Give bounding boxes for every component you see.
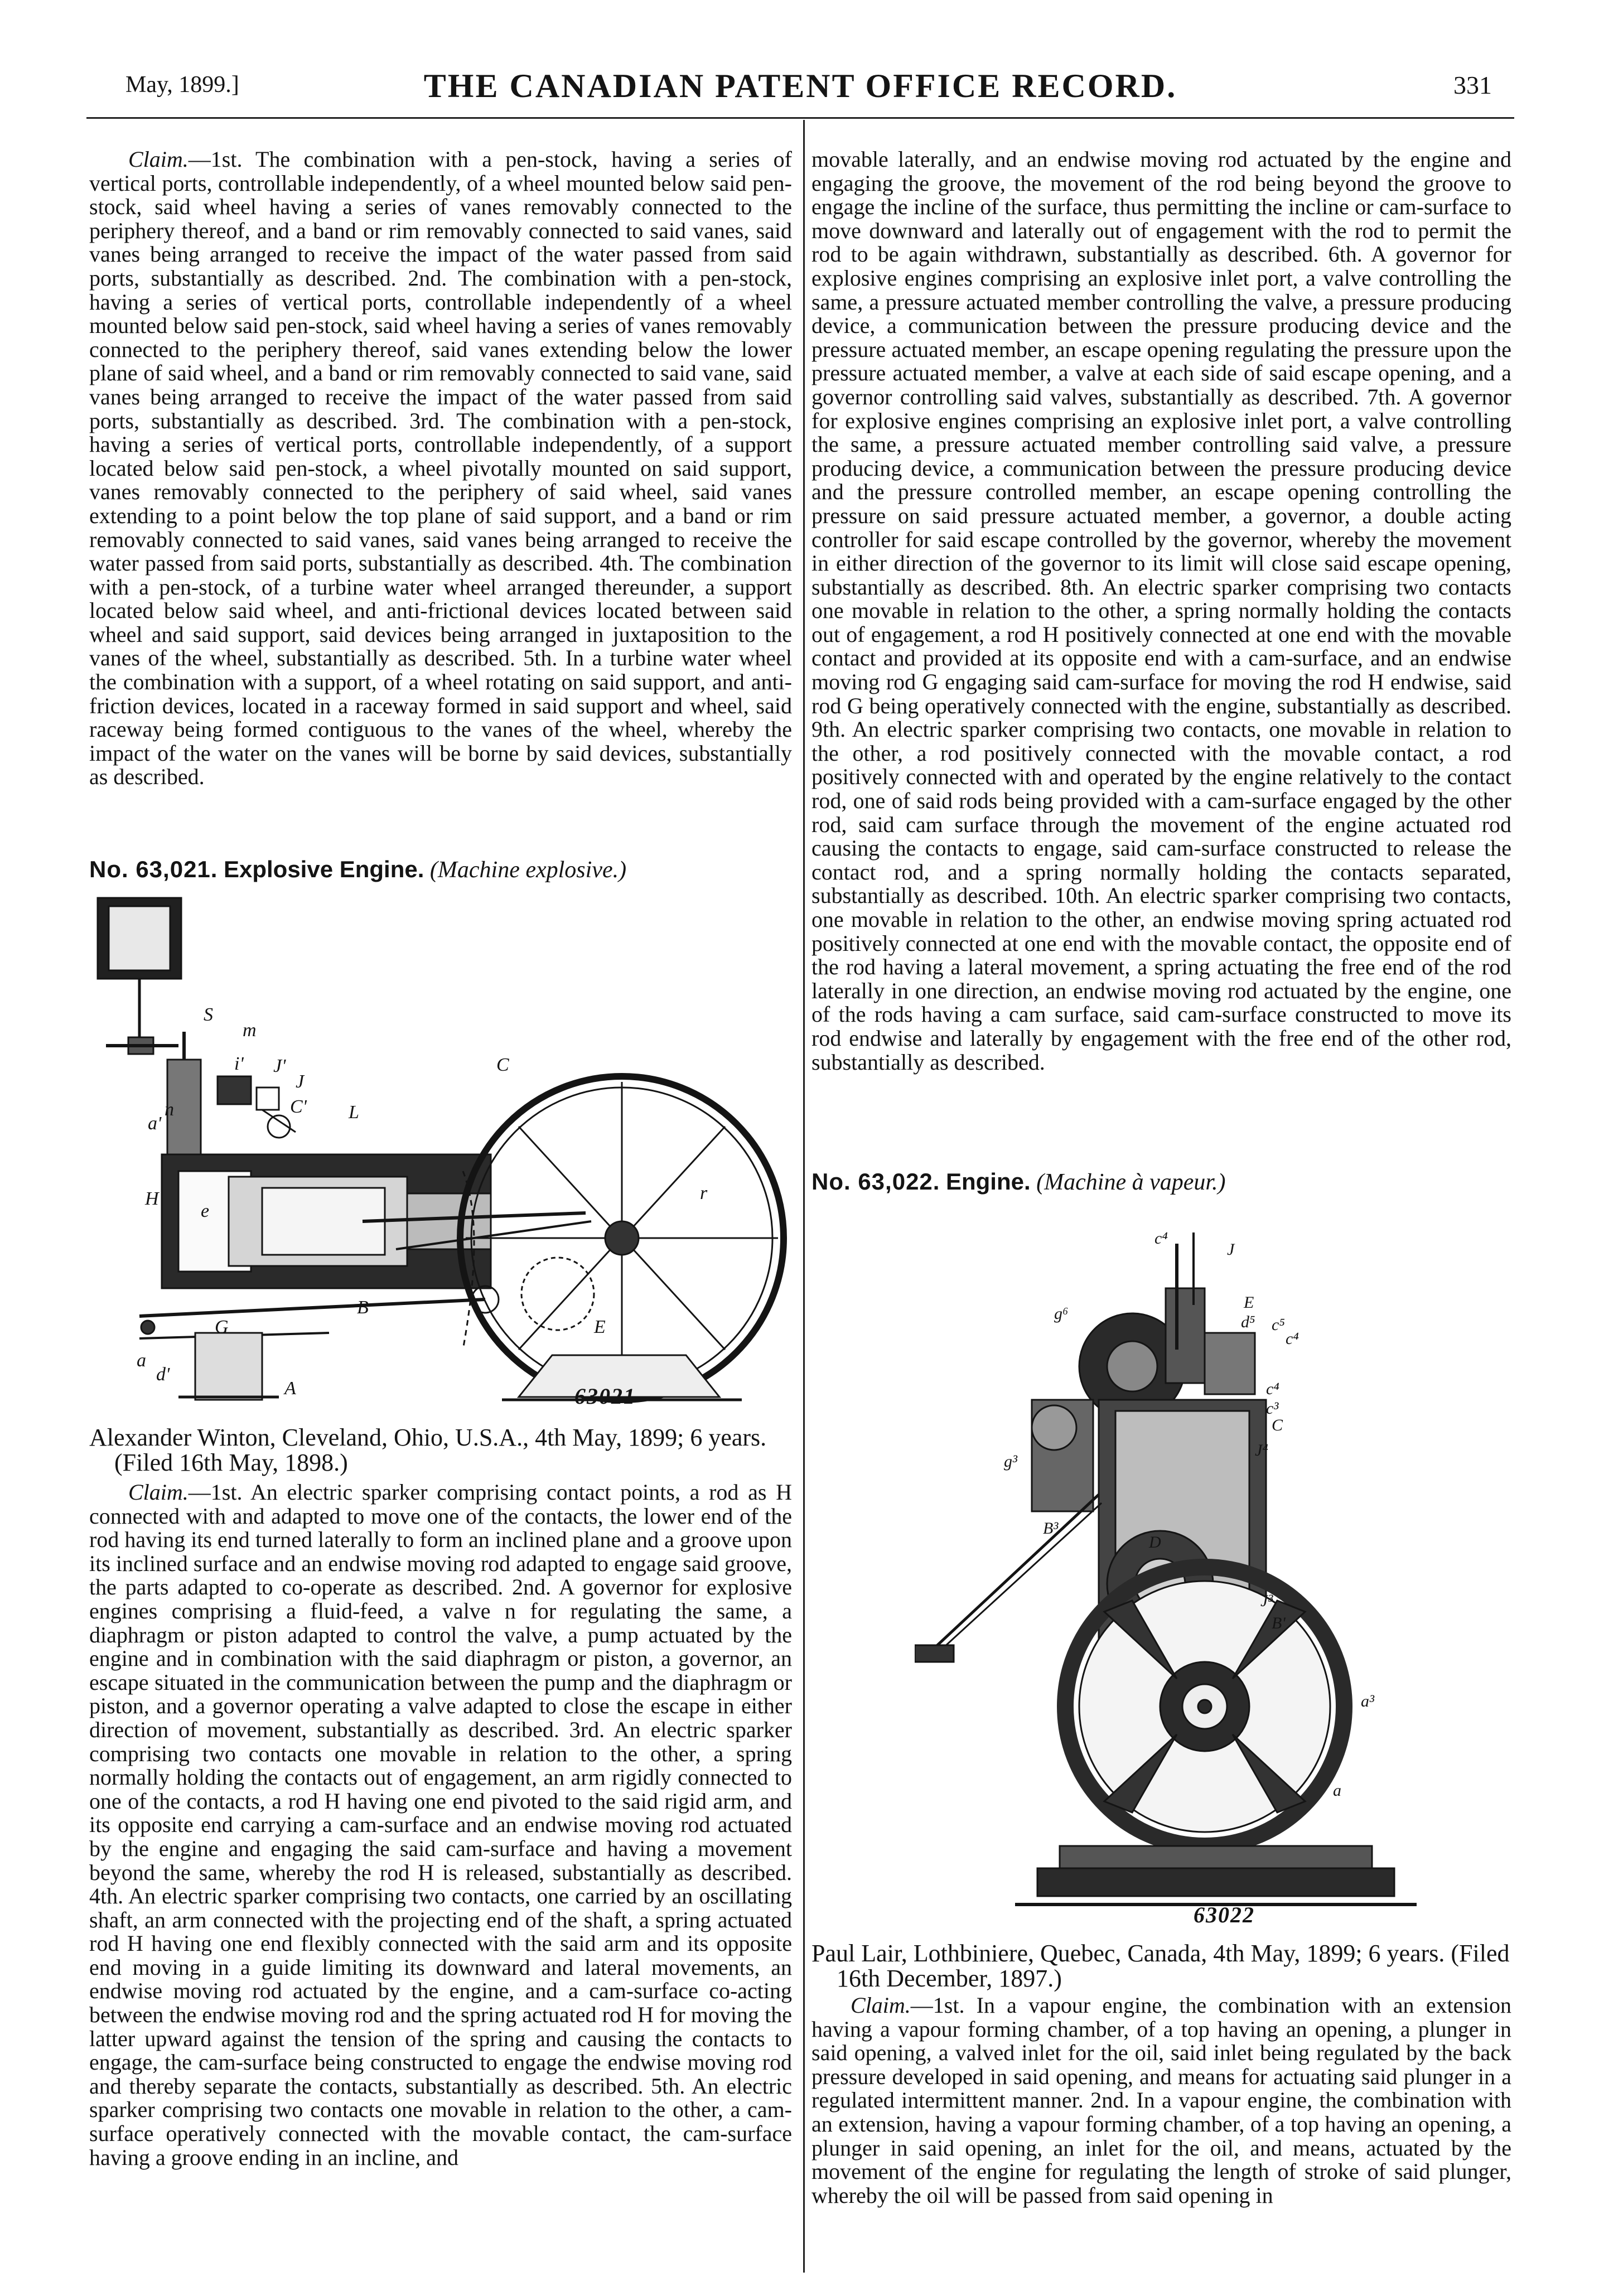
svg-text:B³: B³ — [1043, 1519, 1059, 1538]
patent-title-french: (Machine à vapeur.) — [1036, 1169, 1226, 1195]
figure-explosive-engine — [95, 892, 792, 1409]
claim-lead: Claim. — [851, 1993, 911, 2018]
svg-text:n: n — [165, 1099, 174, 1120]
claim-lead: Claim. — [128, 1480, 189, 1505]
svg-text:J⁴: J⁴ — [1255, 1441, 1268, 1459]
column-divider — [803, 120, 805, 2273]
svg-text:e: e — [201, 1201, 210, 1221]
patent-63022-heading — [811, 1168, 1511, 1196]
figure-number: 63022 — [1194, 1902, 1255, 1927]
svg-text:J³: J³ — [1260, 1592, 1273, 1610]
svg-text:H: H — [145, 1188, 159, 1209]
page-header — [86, 60, 1514, 105]
patent-63021-heading — [89, 856, 792, 883]
svg-text:E: E — [1244, 1293, 1254, 1312]
svg-text:c⁴: c⁴ — [1266, 1380, 1279, 1398]
header-date: May, 1899.] — [125, 72, 239, 98]
svg-text:L: L — [349, 1102, 359, 1123]
patent-title: Engine. — [945, 1168, 1031, 1195]
explosive-engine-drawing — [95, 892, 792, 1405]
svg-text:B': B' — [1272, 1614, 1286, 1632]
inventor-line: Paul Lair, Lothbiniere, Quebec, Canada, 4th May, 1899; 6 years. (Filed 16th December, 1897.) — [811, 1940, 1510, 1992]
inventor-line: Alexander Winton, Cleveland, Ohio, U.S.A., 4th May, 1899; 6 years. (Filed 16th May, 1898.) — [89, 1424, 767, 1476]
svg-text:a: a — [1333, 1781, 1341, 1800]
svg-text:d⁵: d⁵ — [1241, 1313, 1255, 1331]
svg-text:a: a — [137, 1350, 146, 1371]
left-claims-continued — [89, 148, 792, 789]
figure-number: 63021 — [574, 1384, 636, 1409]
patent-63021-claims — [89, 1481, 792, 2169]
patent-63021-inventor — [89, 1425, 792, 1475]
patent-number: No. 63,022. — [811, 1168, 940, 1195]
figure-engine — [915, 1221, 1417, 1927]
svg-text:g³: g³ — [1004, 1452, 1017, 1471]
patent-63022-claims — [811, 1994, 1511, 2207]
svg-text:G: G — [215, 1317, 229, 1337]
svg-text:a': a' — [148, 1113, 162, 1134]
svg-text:d': d' — [156, 1364, 170, 1385]
svg-text:E: E — [594, 1317, 606, 1337]
patent-number: No. 63,021. — [89, 856, 218, 882]
svg-text:C: C — [496, 1055, 509, 1075]
svg-text:g⁶: g⁶ — [1054, 1304, 1069, 1323]
svg-text:r: r — [700, 1183, 708, 1203]
journal-title: THE CANADIAN PATENT OFFICE RECORD. — [423, 67, 1177, 104]
claims-text: —1st. An electric sparker comprising contact points, a rod as H connected with and adapted to move one of the contacts, the lower end of the rod having its end turned laterally to form an inclined plane and a groove upon its inclined surface and an endwise moving rod adapted to engage said groove, the parts adapted to co-operate as described. 2nd. A governor for explosive engines comprising a fluid-feed, a valve n for regulating the same, a diaphragm or piston adapted to control the valve, a pump actuated by the engine and in combination with the said diaphragm or piston, a governor, an escape situated in the communication between the pump and the diaphragm or piston, and a governor operating a valve adapted to close the escape in either direction of movement, substantially as described. 3rd. An electric sparker comprising two contacts one movable in relation to the other, a spring normally holding the contacts out of engagement, an arm rigidly connected to one of the contacts, a rod H having one end pivoted to the said rigid arm, and its opposite end carrying a cam-surface and an endwise moving rod actuated by the engine and engaging the said cam-surface and having a movement beyond the same, whereby the rod H is released, substantially as described. 4th. An electric sparker comprising two contacts, one carried by an oscillating shaft, an arm connected with the projecting end of the shaft, a spring actuated rod H having one end flexibly connected with the said arm and its opposite end moving in a guide limiting its downward and lateral movements, an endwise moving rod actuated by the engine, and a cam-surface co-acting between the endwise moving rod and the spring actuated rod H for moving the latter upward against the tension of the spring and causing the contacts to engage, the cam-surface being constructed to engage the endwise moving rod and thereby separate the contacts, substantially as described. 5th. An electric sparker comprising two contacts one movable in relation to the other, a cam-surface operatively connected with the movable contact, the cam-surface having a groove ending in an incline, and — [89, 1480, 792, 2170]
claims-text: —1st. In a vapour engine, the combination with an extension having a vapour forming chamber, of a top having an opening, a plunger in said opening, a valved inlet for the oil, said inlet being regulated by the back pressure developed in said opening, and means for actuating said plunger in a regulated intermittent manner. 2nd. In a vapour engine, the combination with an extension, having a vapour forming chamber, of a top having an opening, a plunger in said opening, an inlet for the oil, and means, actuated by the movement of the engine for regulating the length of stroke of said plunger, whereby the oil will be passed from said opening in — [811, 1993, 1511, 2208]
svg-text:c⁵: c⁵ — [1272, 1316, 1285, 1334]
svg-text:J': J' — [273, 1056, 286, 1076]
svg-text:c⁴: c⁴ — [1286, 1330, 1299, 1348]
patent-title: Explosive Engine. — [223, 856, 424, 882]
svg-text:A: A — [284, 1378, 296, 1399]
patent-title-french: (Machine explosive.) — [429, 857, 627, 883]
page-number: 331 — [1453, 71, 1492, 99]
claim-lead: Claim. — [128, 147, 189, 172]
svg-text:B: B — [357, 1297, 369, 1318]
svg-text:c⁴: c⁴ — [1154, 1229, 1168, 1248]
svg-text:m: m — [243, 1020, 257, 1041]
right-claims-continued — [811, 148, 1511, 1074]
header-rule — [86, 117, 1514, 119]
svg-text:c³: c³ — [1266, 1399, 1279, 1418]
svg-text:J: J — [296, 1071, 305, 1092]
engine-drawing — [915, 1221, 1417, 1913]
svg-text:S: S — [204, 1004, 213, 1025]
svg-text:C: C — [1272, 1416, 1283, 1434]
svg-text:C': C' — [290, 1096, 307, 1117]
claims-text: movable laterally, and an endwise moving rod actuated by the engine and engaging the groove, the movement of the rod being beyond the groove to engage the incline of the surface, thus permitting the incline or cam-surface to move downward and laterally out of engagement with the rod to permit the rod to be again withdrawn, substantially as described. 6th. A governor for explosive engines comprising an explosive inlet port, a valve controlling the same, a pressure actuated member controlling the valve, a pressure producing device, a communication between the pressure producing device and the pressure actuated member, an escape opening regulating the pressure upon the pressure actuated member, a valve at each side of said escape opening, and a governor controlling said valves, substantially as described. 7th. A governor for explosive engines comprising an explosive inlet port, a valve controlling the same, a pressure actuated member controlling said valve, a pressure producing device, a communication between the pressure producing device and the pressure controlled member, an escape opening controlling the pressure on said pressure actuated member, a governor, a double acting controller for said escape controlled by the governor, whereby the movement in either direction of the governor to its limit will close said escape opening, substantially as described. 8th. An electric sparker comprising two contacts one movable in relation to the other, a spring normally holding the contacts out of engagement, a rod H positively connected at one end with the movable contact and provided at its opposite end with a cam-surface, and an endwise moving rod G engaging said cam-surface for moving the rod H endwise, said rod G being operatively connected with the engine, substantially as described. 9th. An electric sparker comprising two contacts, one movable in relation to the other, a rod positively connected with the movable contact, a rod positively connected with and operated by the engine relatively to the contact rod, one of said rods being provided with a cam-surface engaged by the other rod, said cam surface through the movement of the engine actuated rod causing the contacts to engage, said cam-surface constructed to release the contact rod, and a spring normally holding the contacts separated, substantially as described. 10th. An electric sparker comprising two contacts, one movable in relation to the other, an endwise moving spring actuated rod positively connected at one end with the movable contact, the opposite end of the rod having a lateral movement, a spring actuating the free end of the rod laterally in one direction, an endwise moving rod actuated by the engine, one of the rods having a cam surface, said cam-surface constructed to move its rod endwise and laterally by engagement with the free end of the other rod, substantially as described. — [811, 147, 1511, 1075]
claims-text: —1st. The combination with a pen-stock, having a series of vertical ports, controllable independently, of a wheel mounted below said pen-stock, said wheel having a series of vanes removably connected to the periphery thereof, and a band or rim removably connected to said vanes, said vanes being arranged to receive the impact of the water passed from said ports, substantially as described. 2nd. The combination with a pen-stock, having a series of vertical ports, controllable independently of a wheel mounted below said pen-stock, said wheel having a series of vanes removably connected to the periphery thereof, said vanes extending below the lower plane of said wheel, and a band or rim removably connected to said vane, said vanes being arranged to receive the impact of the water passed from said ports, substantially as described. 3rd. The combination with a pen-stock, having a series of vertical ports, controllable independently, of a support located below said pen-stock, a wheel pivotally mounted on said support, vanes removably connected to the periphery of said wheel, said vanes extending to a point below the top plane of said support, and a band or rim removably connected to said vanes, said vanes being arranged to receive the water passed from said ports, substantially as described. 4th. The combination with a pen-stock, of a turbine water wheel arranged thereunder, a support located below said wheel, and anti-frictional devices located between said wheel and said support, said devices being arranged in juxtaposition to the vanes of the wheel, substantially as described. 5th. In a turbine water wheel the combination with a support, of a wheel rotating on said support, and anti-friction devices, located in a raceway formed in said support and wheel, said raceway being formed contiguous to the vanes of the wheel, whereby the impact of the water on the vanes will be borne by said devices, substantially as described. — [89, 147, 792, 790]
svg-text:a³: a³ — [1361, 1692, 1374, 1710]
svg-text:i': i' — [234, 1053, 244, 1074]
svg-text:J: J — [1227, 1240, 1235, 1259]
patent-63022-inventor — [811, 1941, 1511, 1991]
svg-text:D: D — [1149, 1533, 1161, 1551]
